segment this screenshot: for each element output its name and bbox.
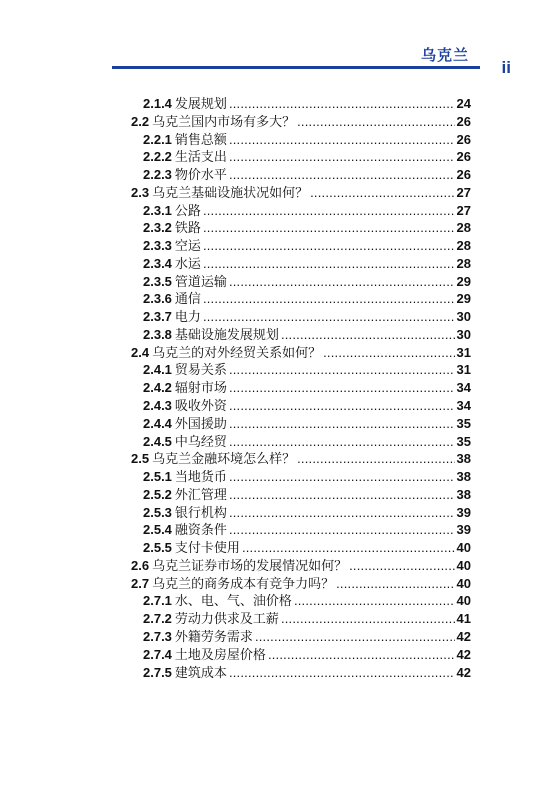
header-rule (112, 66, 480, 69)
toc-entry-page: 35 (456, 433, 471, 449)
toc-leader-dots (229, 397, 455, 415)
toc-subsection-row[interactable] (131, 148, 471, 166)
toc-entry-title: 当地货币 (174, 470, 227, 486)
toc-entry-number: 2.4.4 (143, 415, 172, 431)
toc-subsection-row[interactable] (131, 95, 471, 113)
toc-entry-title: 贸易关系 (174, 363, 227, 379)
toc-entry-number: 2.3.6 (143, 291, 172, 307)
toc-entry-page: 31 (456, 362, 471, 378)
toc-subsection-row[interactable] (131, 664, 471, 682)
toc-leader-dots (203, 290, 455, 308)
toc-entry-title: 生活支出 (174, 150, 227, 166)
toc-entry-title: 通信 (174, 292, 201, 308)
toc-entry-title: 土地及房屋价格 (174, 647, 266, 663)
toc-entry-title: 物价水平 (174, 168, 227, 184)
toc-entry-page: 26 (456, 149, 471, 165)
toc-entry-number: 2.3.5 (143, 273, 172, 289)
toc-subsection-row[interactable] (131, 202, 471, 220)
toc-entry-title: 辐射市场 (174, 381, 227, 397)
toc-entry-title: 水、电、气、油价格 (174, 594, 292, 610)
toc-entry-title: 乌克兰基础设施状况如何？ (152, 185, 309, 201)
toc-leader-dots (281, 610, 455, 628)
toc-leader-dots (203, 202, 455, 220)
toc-entry-number: 2.5.1 (143, 469, 172, 485)
toc-subsection-row[interactable] (131, 379, 471, 397)
toc-entry-number: 2.6 (131, 557, 150, 573)
toc-entry-title: 吸收外资 (174, 399, 227, 415)
toc-entry-number: 2.5.3 (143, 504, 172, 520)
toc-leader-dots (229, 95, 455, 113)
toc-entry-number: 2.7.4 (143, 646, 172, 662)
toc-entry-title: 管道运输 (174, 274, 227, 290)
toc-entry-page: 41 (456, 611, 471, 627)
toc-subsection-row[interactable] (131, 486, 471, 504)
toc-leader-dots (255, 628, 455, 646)
toc-section-row[interactable] (131, 450, 471, 468)
toc-section-row[interactable] (131, 557, 471, 575)
toc-entry-number: 2.3.4 (143, 255, 172, 271)
toc-leader-dots (229, 468, 455, 486)
toc-entry-page: 42 (456, 664, 471, 680)
toc-entry-number: 2.5 (131, 451, 150, 467)
toc-subsection-row[interactable] (131, 610, 471, 628)
toc-entry-title: 中乌经贸 (174, 434, 227, 450)
toc-subsection-row[interactable] (131, 255, 471, 273)
toc-entry-number: 2.2.1 (143, 131, 172, 147)
toc-entry-page: 38 (456, 469, 471, 485)
toc-entry-page: 40 (456, 540, 471, 556)
toc-subsection-row[interactable] (131, 326, 471, 344)
toc-entry-page: 34 (456, 398, 471, 414)
toc-subsection-row[interactable] (131, 504, 471, 522)
page-number-roman: ii (501, 58, 511, 77)
toc-leader-dots (203, 308, 455, 326)
toc-subsection-row[interactable] (131, 592, 471, 610)
toc-entry-number: 2.4.1 (143, 362, 172, 378)
toc-leader-dots (229, 131, 455, 149)
toc-leader-dots (229, 433, 455, 451)
toc-entry-title: 外籍劳务需求 (174, 629, 253, 645)
toc-entry-page: 40 (456, 575, 471, 591)
toc-subsection-row[interactable] (131, 521, 471, 539)
toc-entry-page: 38 (456, 486, 471, 502)
toc-entry-number: 2.7.5 (143, 664, 172, 680)
toc-entry-page: 26 (456, 167, 471, 183)
toc-subsection-row[interactable] (131, 628, 471, 646)
toc-section-row[interactable] (131, 575, 471, 593)
toc-subsection-row[interactable] (131, 290, 471, 308)
toc-entry-page: 28 (456, 238, 471, 254)
toc-entry-page: 38 (456, 451, 471, 467)
toc-entry-page: 35 (456, 415, 471, 431)
toc-entry-page: 29 (456, 273, 471, 289)
toc-leader-dots (281, 326, 455, 344)
toc-entry-title: 建筑成本 (174, 665, 227, 681)
toc-entry-page: 24 (456, 96, 471, 111)
toc-entry-number: 2.4 (131, 344, 150, 360)
table-of-contents (131, 95, 471, 681)
toc-leader-dots (323, 344, 454, 362)
toc-entry-page: 26 (456, 131, 471, 147)
toc-entry-title: 乌克兰金融环境怎么样？ (152, 452, 296, 468)
toc-entry-number: 2.7.3 (143, 628, 172, 644)
toc-subsection-row[interactable] (131, 237, 471, 255)
toc-entry-title: 电力 (174, 310, 201, 326)
toc-subsection-row[interactable] (131, 433, 471, 451)
toc-entry-number: 2.2.3 (143, 167, 172, 183)
toc-entry-title: 外国援助 (174, 416, 227, 432)
toc-entry-page: 28 (456, 220, 471, 236)
toc-leader-dots (203, 219, 455, 237)
toc-leader-dots (229, 521, 455, 539)
toc-entry-page: 30 (456, 309, 471, 325)
toc-section-row[interactable] (131, 184, 471, 202)
toc-entry-title: 银行机构 (174, 505, 227, 521)
toc-entry-title: 劳动力供求及工薪 (174, 612, 279, 628)
toc-entry-page: 40 (456, 593, 471, 609)
toc-entry-number: 2.3.3 (143, 238, 172, 254)
toc-entry-number: 2.5.2 (143, 486, 172, 502)
toc-leader-dots (294, 592, 455, 610)
toc-leader-dots (297, 450, 454, 468)
toc-subsection-row[interactable] (131, 361, 471, 379)
toc-entry-number: 2.7.1 (143, 593, 172, 609)
toc-entry-number: 2.3.1 (143, 202, 172, 218)
toc-entry-title: 乌克兰国内市场有多大？ (152, 114, 296, 130)
toc-entry-title: 外汇管理 (174, 487, 227, 503)
toc-entry-page: 39 (456, 522, 471, 538)
toc-subsection-row[interactable] (131, 166, 471, 184)
toc-entry-title: 基础设施发展规划 (174, 327, 279, 343)
toc-entry-number: 2.7.2 (143, 611, 172, 627)
toc-leader-dots (297, 113, 454, 131)
toc-subsection-row[interactable] (131, 273, 471, 291)
toc-entry-number: 2.1.4 (143, 96, 172, 111)
toc-leader-dots (229, 148, 455, 166)
toc-leader-dots (229, 415, 455, 433)
toc-entry-number: 2.3.8 (143, 326, 172, 342)
toc-leader-dots (310, 184, 454, 202)
toc-entry-title: 乌克兰的商务成本有竞争力吗？ (152, 576, 335, 592)
toc-entry-page: 42 (456, 628, 471, 644)
toc-entry-number: 2.7 (131, 575, 150, 591)
toc-entry-title: 公路 (174, 203, 201, 219)
toc-entry-title: 乌克兰证券市场的发展情况如何？ (152, 558, 348, 574)
toc-subsection-row[interactable] (131, 219, 471, 237)
toc-subsection-row[interactable] (131, 415, 471, 433)
toc-leader-dots (203, 237, 455, 255)
toc-entry-page: 30 (456, 326, 471, 342)
toc-entry-number: 2.2 (131, 113, 150, 129)
toc-entry-page: 34 (456, 380, 471, 396)
toc-subsection-row[interactable] (131, 131, 471, 149)
running-header-title: 乌克兰 (420, 46, 469, 64)
toc-entry-page: 42 (456, 646, 471, 662)
toc-entry-title: 销售总额 (174, 132, 227, 148)
toc-subsection-row[interactable] (131, 539, 471, 557)
toc-entry-number: 2.3.2 (143, 220, 172, 236)
toc-entry-number: 2.2.2 (143, 149, 172, 165)
toc-entry-page: 28 (456, 255, 471, 271)
toc-entry-page: 29 (456, 291, 471, 307)
toc-entry-page: 27 (456, 202, 471, 218)
toc-leader-dots (229, 664, 455, 682)
toc-entry-title: 铁路 (174, 221, 201, 237)
toc-subsection-row[interactable] (131, 468, 471, 486)
toc-entry-title: 发展规划 (174, 97, 227, 112)
toc-entry-page: 31 (456, 344, 471, 360)
toc-subsection-row[interactable] (131, 397, 471, 415)
toc-subsection-row[interactable] (131, 646, 471, 664)
toc-leader-dots (242, 539, 455, 557)
toc-leader-dots (229, 486, 455, 504)
toc-section-row[interactable] (131, 344, 471, 362)
toc-entry-number: 2.4.5 (143, 433, 172, 449)
toc-leader-dots (229, 166, 455, 184)
toc-entry-page: 40 (456, 557, 471, 573)
toc-leader-dots (203, 255, 455, 273)
toc-entry-title: 乌克兰的对外经贸关系如何？ (152, 345, 322, 361)
toc-leader-dots (336, 575, 454, 593)
toc-entry-title: 水运 (174, 256, 201, 272)
toc-entry-title: 融资条件 (174, 523, 227, 539)
toc-leader-dots (229, 361, 455, 379)
toc-entry-page: 26 (456, 113, 471, 129)
toc-entry-number: 2.3 (131, 184, 150, 200)
toc-entry-number: 2.5.4 (143, 522, 172, 538)
toc-entry-number: 2.4.3 (143, 398, 172, 414)
toc-entry-number: 2.5.5 (143, 540, 172, 556)
toc-leader-dots (268, 646, 455, 664)
toc-entry-title: 支付卡使用 (174, 541, 240, 557)
toc-section-row[interactable] (131, 113, 471, 131)
toc-entry-page: 27 (456, 184, 471, 200)
toc-entry-number: 2.3.7 (143, 309, 172, 325)
toc-leader-dots (229, 504, 455, 522)
toc-entry-number: 2.4.2 (143, 380, 172, 396)
toc-leader-dots (229, 273, 455, 291)
toc-entry-title: 空运 (174, 239, 201, 255)
toc-leader-dots (349, 557, 454, 575)
toc-subsection-row[interactable] (131, 308, 471, 326)
toc-entry-page: 39 (456, 504, 471, 520)
toc-leader-dots (229, 379, 455, 397)
